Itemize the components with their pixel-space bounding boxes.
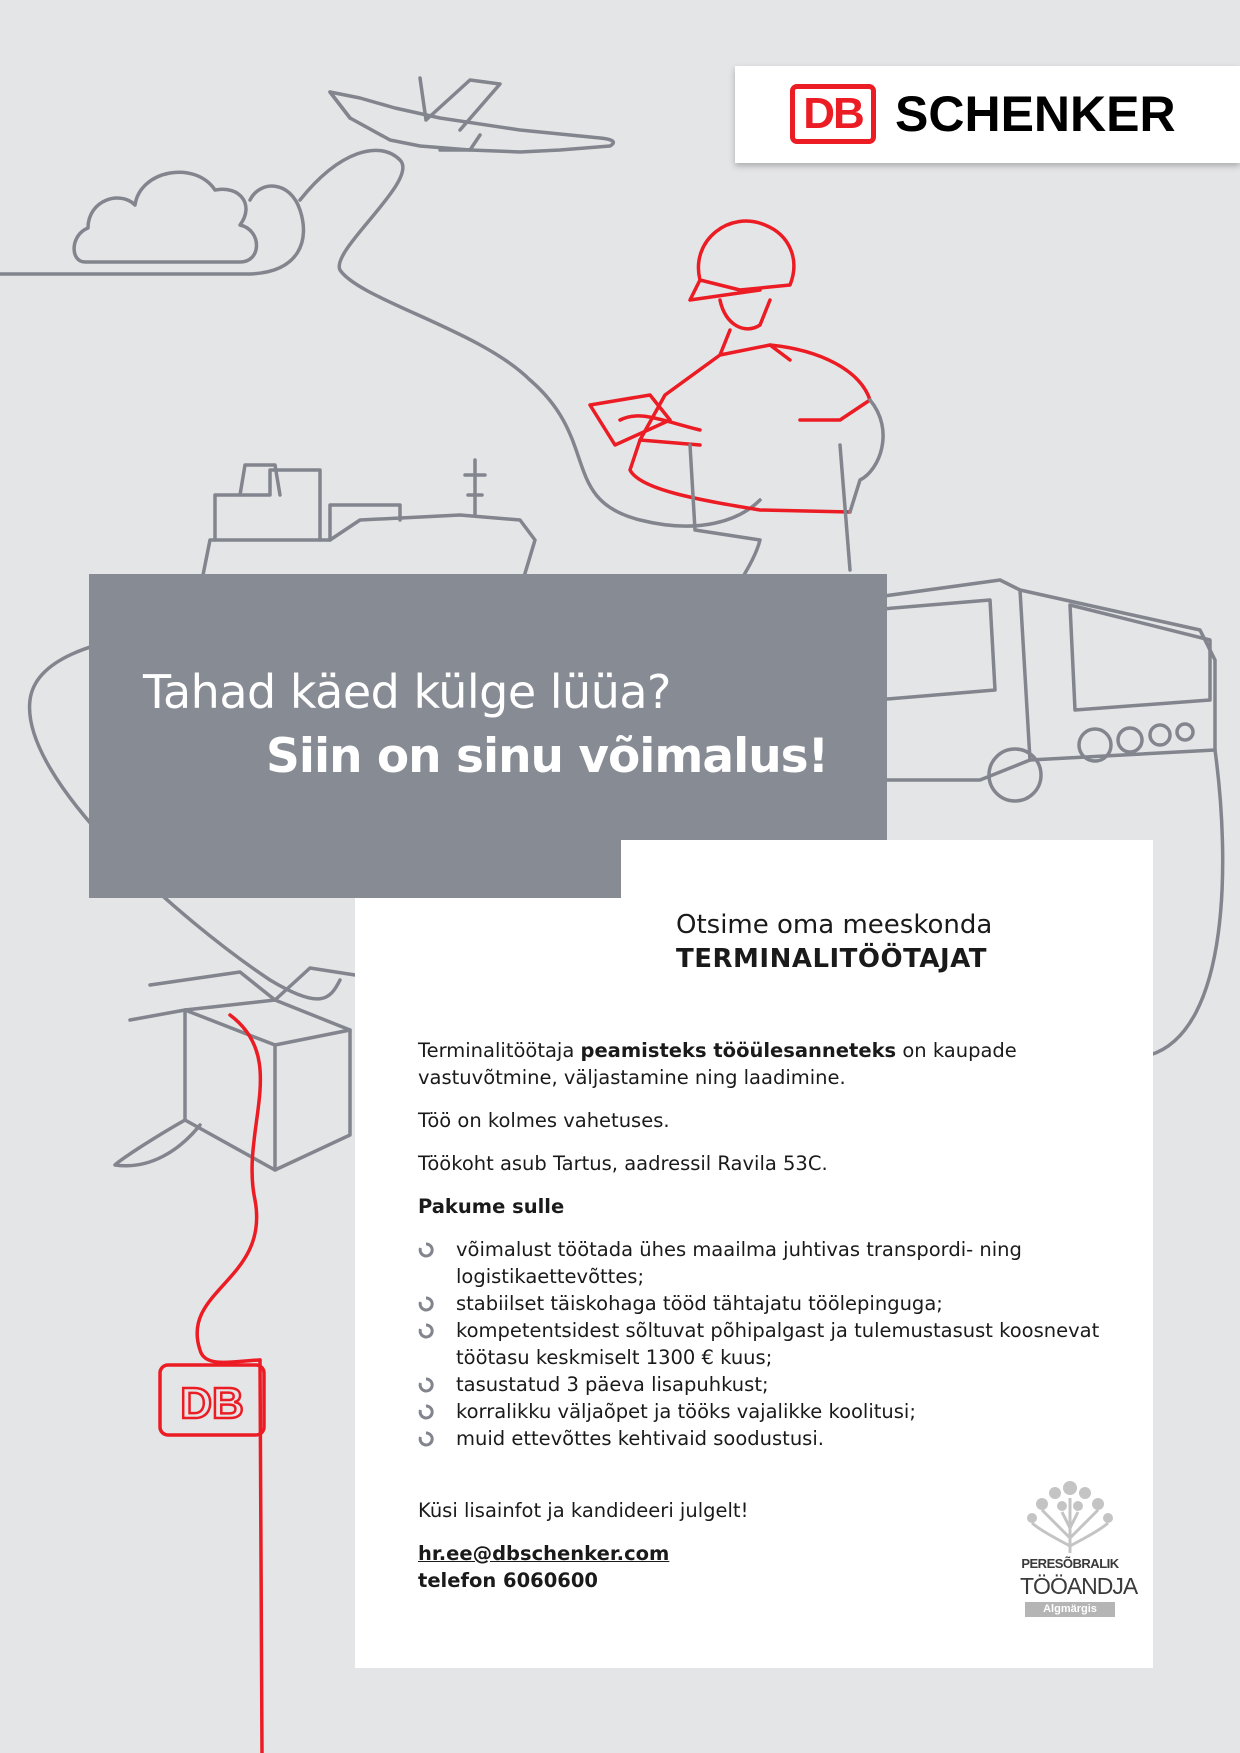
family-tree-icon bbox=[1020, 1478, 1120, 1556]
db-logo-red-text: DB bbox=[180, 1379, 244, 1428]
job-intro bbox=[676, 908, 992, 976]
worker-icon bbox=[590, 221, 870, 512]
award-line-2: TÖÖANDJA bbox=[1020, 1573, 1138, 1599]
award-line-3: Algmärgis bbox=[1025, 1602, 1115, 1617]
intro-line: Otsime oma meeskonda bbox=[676, 910, 993, 940]
phone-number: telefon 6060600 bbox=[418, 1569, 598, 1592]
headline-question: Tahad käed külge lüüa? bbox=[143, 665, 671, 719]
offers-title: Pakume sulle bbox=[418, 1195, 565, 1218]
email-link[interactable]: hr.ee@dbschenker.com bbox=[418, 1542, 670, 1565]
shift-paragraph: Töö on kolmes vahetuses. bbox=[418, 1109, 670, 1132]
cloud-icon bbox=[74, 172, 256, 262]
bullet-circle-icon bbox=[418, 1296, 434, 1312]
location-paragraph: Töökoht asub Tartus, aadressil Ravila 53C. bbox=[418, 1152, 828, 1175]
bullet-circle-icon bbox=[418, 1242, 434, 1258]
family-friendly-employer-badge bbox=[1020, 1478, 1138, 1620]
headline-answer: Siin on sinu võimalus! bbox=[266, 729, 829, 784]
duties-paragraph: Terminalitöötaja peamisteks tööülesanneteks on kaupade vastuvõtmine, väljastamine ning laadimine. bbox=[418, 1039, 1017, 1089]
job-title: TERMINALITÖÖTAJAT bbox=[676, 944, 987, 974]
airplane-icon bbox=[330, 78, 613, 152]
call-to-action: Küsi lisainfot ja kandideeri julgelt! bbox=[418, 1499, 749, 1522]
contact-block bbox=[418, 1497, 748, 1594]
db-badge: DB bbox=[790, 84, 876, 144]
list-item: tasustatud 3 päeva lisapuhkust; bbox=[418, 1371, 1108, 1398]
list-item: kompetentsidest sõltuvat põhipalgast ja tulemustasust koosnevat töötasu keskmiselt 1300 € kuus; bbox=[418, 1317, 1108, 1371]
bullet-circle-icon bbox=[418, 1431, 434, 1447]
job-description bbox=[418, 1037, 1108, 1452]
list-item: stabiilset täiskohaga tööd tähtajatu töölepinguga; bbox=[418, 1290, 1108, 1317]
award-line-1: PERESÕBRALIK bbox=[1021, 1556, 1119, 1571]
brand-logo bbox=[735, 66, 1240, 163]
list-item: muid ettevõttes kehtivaid soodustusi. bbox=[418, 1425, 1108, 1452]
brand-name: SCHENKER bbox=[895, 86, 1176, 142]
headline-panel-extension bbox=[355, 840, 621, 898]
bullet-circle-icon bbox=[418, 1404, 434, 1420]
bullet-circle-icon bbox=[418, 1377, 434, 1393]
list-item: korralikku väljaõpet ja tööks vajalikke koolitusi; bbox=[418, 1398, 1108, 1425]
list-item: võimalust töötada ühes maailma juhtivas transpordi- ning logistikaettevõttes; bbox=[418, 1236, 1108, 1290]
offers-list bbox=[418, 1236, 1108, 1452]
bullet-circle-icon bbox=[418, 1323, 434, 1339]
